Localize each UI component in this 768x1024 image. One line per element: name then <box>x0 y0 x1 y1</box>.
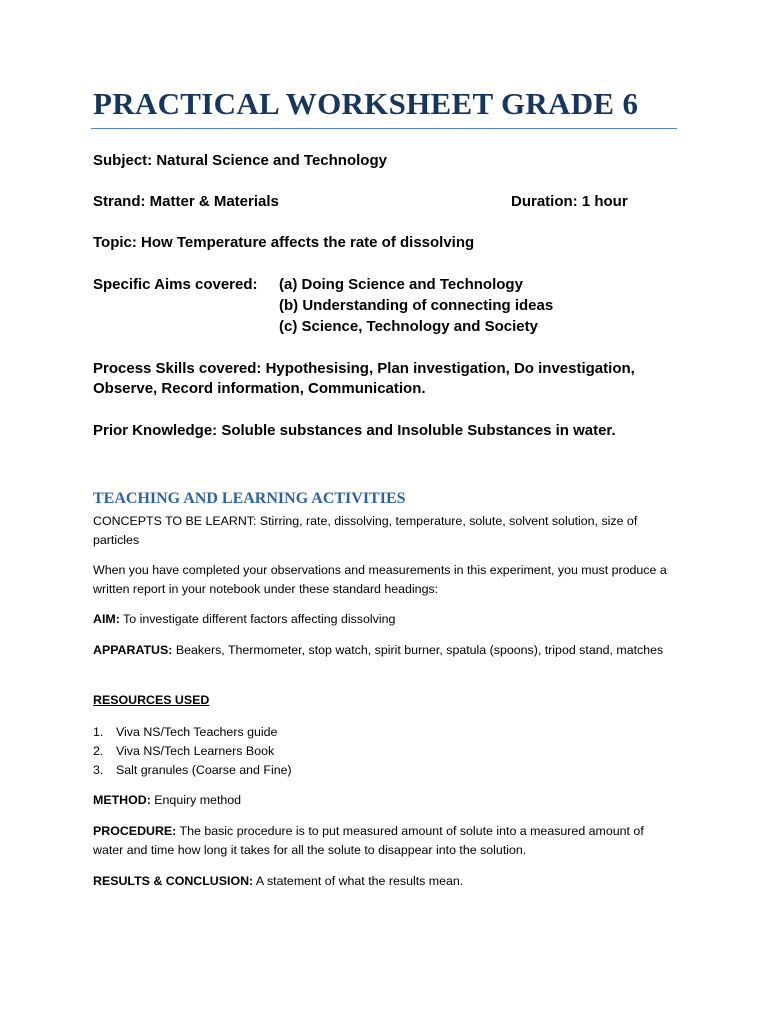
aim-paragraph <box>93 610 673 629</box>
list-item-number: 2. <box>93 744 104 758</box>
prior-knowledge-line: Prior Knowledge: Soluble substances and Insoluble Substances in water. <box>93 422 616 439</box>
page-title: PRACTICAL WORKSHEET GRADE 6 <box>93 86 639 121</box>
concepts-paragraph: CONCEPTS TO BE LEARNT: Stirring, rate, dissolving, temperature, solute, solvent solution, size of particles <box>93 514 638 547</box>
procedure-text: The basic procedure is to put measured amount of solute into a measured amount of water and time how long it takes for all the solute to disappear into the solution. <box>93 824 644 857</box>
apparatus-text: Beakers, Thermometer, stop watch, spirit burner, spatula (spoons), tripod stand, matches <box>172 643 664 657</box>
method-label: METHOD: <box>93 793 151 807</box>
method-paragraph <box>93 791 673 810</box>
method-text: Enquiry method <box>150 793 242 807</box>
title-divider <box>91 128 677 129</box>
specific-aims-label: Specific Aims covered: <box>93 276 258 293</box>
results-paragraph <box>93 872 673 891</box>
report-instructions-paragraph: When you have completed your observations and measurements in this experiment, you must produce a written report in your notebook under these standard headings: <box>93 563 667 596</box>
specific-aim-item: (b) Understanding of connecting ideas <box>279 297 554 314</box>
apparatus-paragraph <box>93 641 673 660</box>
duration-line: Duration: 1 hour <box>511 193 628 210</box>
aim-text: To investigate different factors affecting dissolving <box>119 612 396 626</box>
process-skills-line: Observe, Record information, Communication. <box>93 380 426 397</box>
results-text: A statement of what the results mean. <box>253 874 464 888</box>
list-item-text: Viva NS/Tech Learners Book <box>116 744 275 758</box>
aim-label: AIM: <box>93 612 120 626</box>
process-skills-line: Process Skills covered: Hypothesising, Plan investigation, Do investigation, <box>93 360 635 377</box>
procedure-label: PROCEDURE: <box>93 824 177 838</box>
list-item-text: Viva NS/Tech Teachers guide <box>116 725 278 739</box>
procedure-paragraph <box>93 822 673 860</box>
specific-aim-item: (c) Science, Technology and Society <box>279 318 538 335</box>
list-item-number: 3. <box>93 763 104 777</box>
subject-line: Subject: Natural Science and Technology <box>93 152 387 169</box>
list-item-number: 1. <box>93 725 104 739</box>
strand-line: Strand: Matter & Materials <box>93 193 279 210</box>
specific-aim-item: (a) Doing Science and Technology <box>279 276 523 293</box>
apparatus-label: APPARATUS: <box>93 643 173 657</box>
resources-heading: RESOURCES USED <box>93 693 210 707</box>
list-item-text: Salt granules (Coarse and Fine) <box>116 763 292 777</box>
topic-line: Topic: How Temperature affects the rate of dissolving <box>93 234 475 251</box>
results-label: RESULTS & CONCLUSION: <box>93 874 254 888</box>
section-heading: TEACHING AND LEARNING ACTIVITIES <box>93 490 406 507</box>
